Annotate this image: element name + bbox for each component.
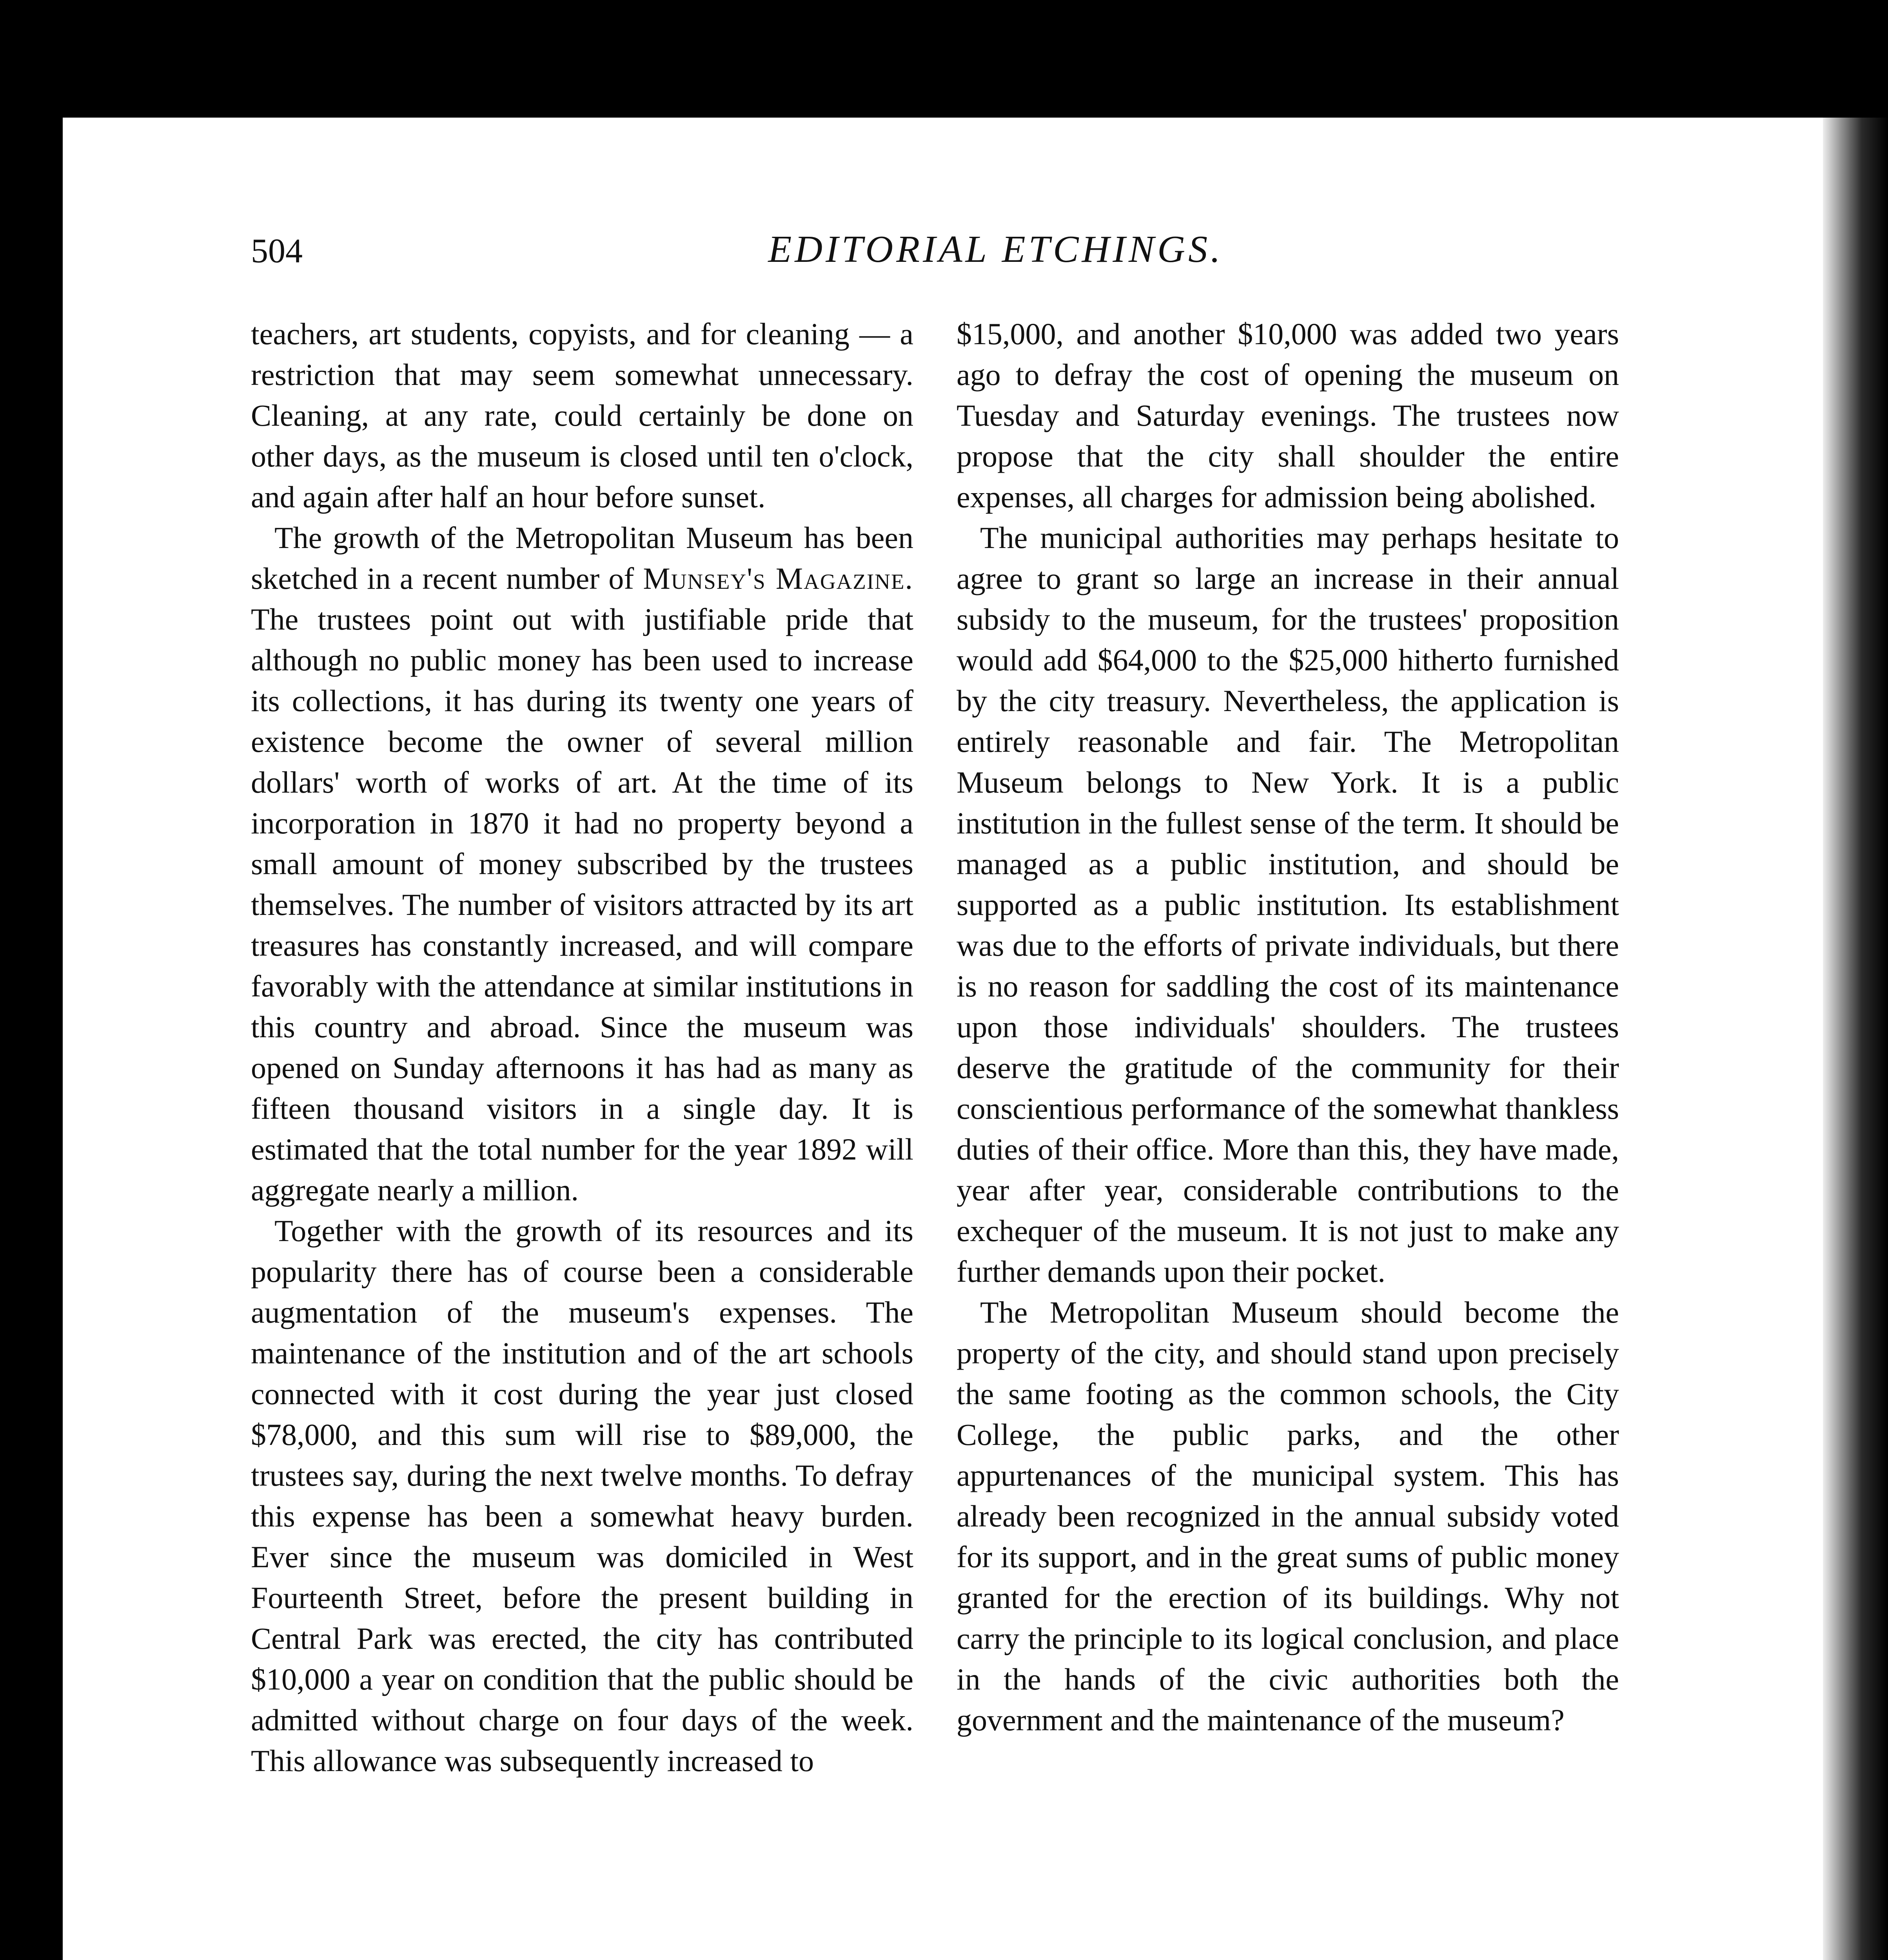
right-paragraph-1: $15,000, and another $10,000 was added two years ago to defray the cost of opening the museum on Tuesday and Saturday evenings. The trustees now propose that the city shall shoulder the entire expenses, all charges for admission being abolished. bbox=[957, 317, 1619, 514]
right-column bbox=[957, 314, 1619, 1740]
left-paragraph-2-end: The trustees point out with justifiable pride that although no public money has been used to increase its collections, it has during its twenty one years of existence become the owner of several million dollars' worth of works of art. At the time of its incorporation in 1870 it had no property beyond a small amount of money subscribed by the trustees themselves. The number of visitors attracted by its art treasures has constantly increased, and will compare favorably with the attendance at similar institutions in this country and abroad. Since the museum was opened on Sunday afternoons it has had as many as fifteen thousand visitors in a single day. It is estimated that the total number for the year 1892 will aggregate nearly a million. bbox=[251, 602, 913, 1207]
right-paragraph-3: The Metropolitan Museum should become the property of the city, and should stand upon precisely the same footing as the common schools, the City College, the public parks, and the other appurtenances of the municipal system. This has already been recognized in the annual subsidy voted for its support, and in the great sums of public money granted for the erection of its buildings. Why not carry the principle to its logical conclusion, and place in the hands of the civic authorities both the government and the maintenance of the museum? bbox=[957, 1295, 1619, 1737]
right-paragraph-2: The municipal authorities may perhaps hesitate to agree to grant so large an increase in their annual subsidy to the museum, for the trustees' proposition would add $64,000 to the $25,000 hitherto furnished by the city treasury. Nevertheless, the application is entirely reasonable and fair. The Metropolitan Museum belongs to New York. It is a public institution in the fullest sense of the term. It should be managed as a public institution, and should be supported as a public institution. Its establishment was due to the efforts of private individuals, but there is no reason for saddling the cost of its maintenance upon those individuals' shoulders. The trustees deserve the gratitude of the community for their conscientious performance of the somewhat thankless duties of their office. More than this, they have made, year after year, considerable contributions to the exchequer of the museum. It is not just to make any further demands upon their pocket. bbox=[957, 521, 1619, 1289]
running-head: EDITORIAL ETCHINGS. bbox=[768, 228, 1224, 270]
magazine-title: Munsey's Magazine. bbox=[643, 561, 913, 595]
book-spine bbox=[1823, 118, 1888, 1960]
left-paragraph-1: teachers, art students, copyists, and for cleaning — a restriction that may seem somewhat unnecessary. Cleaning, at any rate, could certainly be done on other days, as the museum is closed until ten o'clock, and again after half an hour before sunset. bbox=[251, 317, 913, 514]
left-column bbox=[251, 314, 913, 1781]
left-paragraph-3: Together with the growth of its resources and its popularity there has of course been a considerable augmentation of the museum's expenses. The maintenance of the institution and of the art schools connected with it cost during the year just closed $78,000, and this sum will rise to $89,000, the trustees say, during the next twelve months. To defray this expense has been a somewhat heavy burden. Ever since the museum was domiciled in West Fourteenth Street, before the present building in Central Park was erected, the city has contributed $10,000 a year on condition that the public should be admitted without charge on four days of the week. This allowance was subsequently increased to bbox=[251, 1214, 913, 1778]
left-paragraph-2 bbox=[251, 517, 913, 1210]
page-header bbox=[251, 223, 1631, 278]
page-number: 504 bbox=[251, 232, 303, 270]
left-paragraph-2-start: The growth of the Metropolitan Museum has been sketched in a recent number of bbox=[251, 521, 913, 595]
